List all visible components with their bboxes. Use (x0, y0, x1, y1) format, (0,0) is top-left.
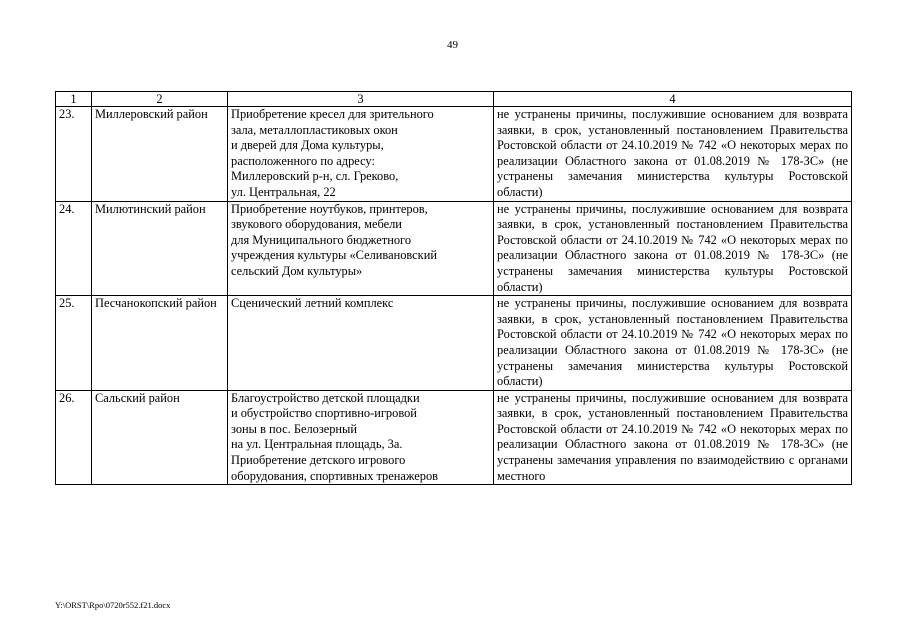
column-header: 2 (92, 92, 228, 107)
project-description: Приобретение кресел для зрительного зала, металлопластиковых окон и дверей для Дома культуры, расположенного по адресу: Миллеровский р-н, сл. Греково, ул. Центральная, 22 (228, 107, 494, 202)
rejection-reason: не устранены причины, послужившие основанием для возврата заявки, в срок, установленный постановлением Правительства Ростовской области от 24.10.2019 № 742 «О некоторых мерах по реализации Областного закона от 01.08.2019 № 178-ЗС» (не устранены замечания министерства культуры Ростовской области) (494, 107, 852, 202)
row-number: 26. (56, 390, 92, 485)
table-row (56, 107, 852, 202)
district-name: Песчанокопский район (92, 296, 228, 391)
rejection-reason: не устранены причины, послужившие основанием для возврата заявки, в срок, установленный постановлением Правительства Ростовской области от 24.10.2019 № 742 «О некоторых мерах по реализации Областного закона от 01.08.2019 № 178-ЗС» (не устранены замечания министерства культуры Ростовской области) (494, 201, 852, 296)
file-path-footer: Y:\ORST\Rpo\0720r552.f21.docx (55, 600, 171, 610)
page-number: 49 (447, 39, 458, 51)
district-name: Сальский район (92, 390, 228, 485)
project-description: Приобретение ноутбуков, принтеров, звукового оборудования, мебели для Муниципального бюджетного учреждения культуры «Селивановский сельский Дом культуры» (228, 201, 494, 296)
table-row (56, 296, 852, 391)
project-description: Благоустройство детской площадки и обустройство спортивно-игровой зоны в пос. Белозерный на ул. Центральная площадь, 3а. Приобретение детского игрового оборудования, спортивных тренажеров (228, 390, 494, 485)
district-name: Милютинский район (92, 201, 228, 296)
project-description: Сценический летний комплекс (228, 296, 494, 391)
row-number: 23. (56, 107, 92, 202)
row-number: 24. (56, 201, 92, 296)
rejection-reason: не устранены причины, послужившие основанием для возврата заявки, в срок, установленный постановлением Правительства Ростовской области от 24.10.2019 № 742 «О некоторых мерах по реализации Областного закона от 01.08.2019 № 178-ЗС» (не устранены замечания министерства культуры Ростовской области) (494, 296, 852, 391)
rejection-reason: не устранены причины, послужившие основанием для возврата заявки, в срок, установленный постановлением Правительства Ростовской области от 24.10.2019 № 742 «О некоторых мерах по реализации Областного закона от 01.08.2019 № 178-ЗС» (не устранены замечания управления по взаимодействию с органами местного (494, 390, 852, 485)
table-row (56, 201, 852, 296)
document-table (55, 91, 852, 485)
row-number: 25. (56, 296, 92, 391)
table-row (56, 390, 852, 485)
table-header-row (56, 92, 852, 107)
column-header: 1 (56, 92, 92, 107)
column-header: 3 (228, 92, 494, 107)
district-name: Миллеровский район (92, 107, 228, 202)
column-header: 4 (494, 92, 852, 107)
